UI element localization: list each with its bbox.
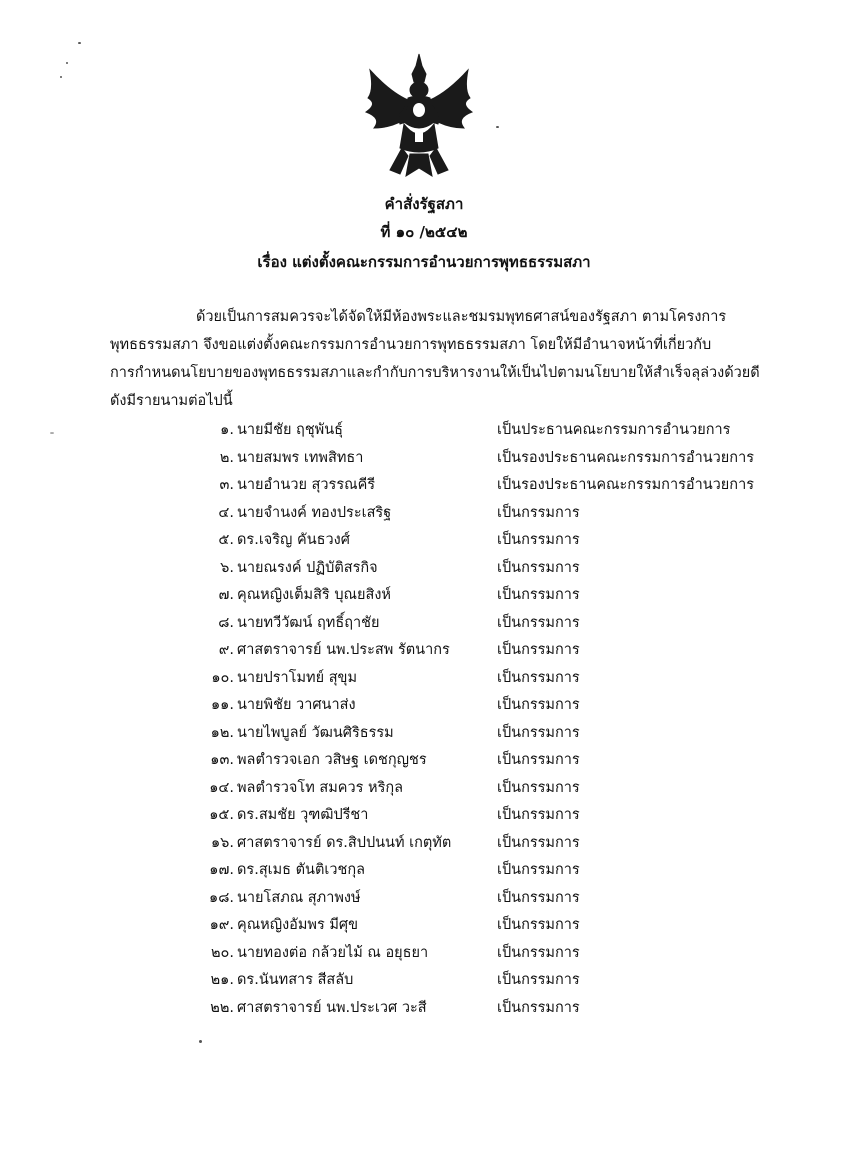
member-name: ศาสตราจารย์ นพ.ประสพ รัตนากร bbox=[237, 642, 450, 658]
scan-speck bbox=[66, 62, 68, 64]
scan-speck bbox=[50, 432, 54, 434]
list-item bbox=[0, 556, 848, 584]
list-item bbox=[0, 638, 848, 666]
body-line-3: การกำหนดนโยบายของพุทธธรรมสภาและกำกับการบริหารงานให้เป็นไปตามนโยบายให้สำเร็จลุล่วงด้วยดี bbox=[110, 365, 760, 381]
member-number: ๒. bbox=[219, 449, 234, 466]
member-role: เป็นกรรมการ bbox=[497, 642, 580, 658]
member-number: ๘. bbox=[218, 614, 234, 631]
member-role: เป็นกรรมการ bbox=[497, 614, 580, 631]
list-item bbox=[0, 446, 848, 474]
scan-speck bbox=[496, 126, 499, 128]
member-role: เป็นกรรมการ bbox=[497, 862, 580, 878]
member-role: เป็นกรรมการ bbox=[497, 834, 580, 851]
member-name: ดร.นันทสาร สีสลับ bbox=[237, 972, 354, 988]
member-role: เป็นรองประธานคณะกรรมการอำนวยการ bbox=[497, 477, 755, 493]
member-name: ดร.สุเมธ ตันติเวชกุล bbox=[237, 862, 365, 878]
list-item bbox=[0, 473, 848, 501]
order-number: ที่ ๑๐ /๒๕๔๒ bbox=[380, 223, 468, 241]
list-item bbox=[0, 858, 848, 886]
member-name: นายมีชัย ฤชุพันธุ์ bbox=[237, 422, 343, 438]
member-role: เป็นกรรมการ bbox=[497, 669, 580, 686]
member-name: คุณหญิงเต็มสิริ บุณยสิงห์ bbox=[237, 587, 391, 603]
scan-speck bbox=[199, 1040, 202, 1043]
member-name: นายทองต่อ กล้วยไม้ ณ อยุธยา bbox=[237, 944, 429, 961]
member-role: เป็นกรรมการ bbox=[497, 944, 580, 961]
list-item bbox=[0, 968, 848, 996]
member-name: พลตำรวจโท สมควร หริกุล bbox=[237, 779, 404, 796]
member-name: นายโสภณ สุภาพงษ์ bbox=[237, 889, 361, 906]
member-name: นายปราโมทย์ สุขุม bbox=[237, 669, 358, 686]
member-number: ๖. bbox=[220, 559, 234, 576]
member-role: เป็นกรรมการ bbox=[497, 917, 580, 933]
member-role: เป็นกรรมการ bbox=[497, 807, 580, 823]
member-number: ๔. bbox=[218, 504, 234, 521]
member-role: เป็นกรรมการ bbox=[497, 532, 580, 548]
member-number: ๑๒. bbox=[210, 724, 234, 741]
member-role: เป็นกรรมการ bbox=[497, 587, 580, 603]
member-name: ศาสตราจารย์ นพ.ประเวศ วะสี bbox=[237, 999, 427, 1016]
member-name: ศาสตราจารย์ ดร.สิปปนนท์ เกตุทัต bbox=[237, 834, 452, 851]
member-role: เป็นกรรมการ bbox=[497, 889, 580, 906]
list-item bbox=[0, 996, 848, 1024]
list-item bbox=[0, 418, 848, 446]
list-item bbox=[0, 501, 848, 529]
member-list bbox=[0, 418, 848, 1023]
member-role: เป็นกรรมการ bbox=[497, 752, 580, 768]
member-number: ๑๐. bbox=[211, 669, 234, 686]
member-number: ๑๕. bbox=[209, 807, 234, 823]
body-line-2: พุทธธรรมสภา จึงขอแต่งตั้งคณะกรรมการอำนวยการพุทธธรรมสภา โดยให้มีอำนาจหน้าที่เกี่ยวกับ bbox=[110, 337, 712, 353]
list-item bbox=[0, 803, 848, 831]
list-item bbox=[0, 721, 848, 749]
scan-speck bbox=[60, 76, 62, 78]
member-name: นายพิชัย วาศนาส่ง bbox=[237, 697, 356, 713]
member-role: เป็นประธานคณะกรรมการอำนวยการ bbox=[497, 422, 731, 438]
member-role: เป็นกรรมการ bbox=[497, 504, 580, 521]
member-number: ๓. bbox=[219, 477, 234, 493]
member-name: นายทวีวัฒน์ ฤทธิ์ฤาชัย bbox=[237, 614, 380, 631]
member-number: ๑๖. bbox=[210, 834, 234, 851]
member-name: พลตำรวจเอก วสิษฐ เดชกุญชร bbox=[237, 752, 427, 768]
member-number: ๕. bbox=[218, 532, 234, 548]
member-number: ๑๔. bbox=[209, 779, 234, 796]
member-number: ๑๗. bbox=[209, 862, 234, 878]
member-number: ๑๘. bbox=[209, 889, 234, 906]
member-role: เป็นกรรมการ bbox=[497, 999, 580, 1016]
list-item bbox=[0, 776, 848, 804]
member-role: เป็นกรรมการ bbox=[497, 724, 580, 741]
list-item bbox=[0, 583, 848, 611]
body-line-4: ดังมีรายนามต่อไปนี้ bbox=[110, 393, 233, 409]
list-item bbox=[0, 611, 848, 639]
member-number: ๒๑. bbox=[210, 972, 234, 988]
member-role: เป็นกรรมการ bbox=[497, 697, 580, 713]
member-name: นายณรงค์ ปฏิบัติสรกิจ bbox=[237, 559, 378, 576]
list-item bbox=[0, 886, 848, 914]
member-number: ๑๓. bbox=[210, 752, 234, 768]
member-number: ๙. bbox=[218, 642, 234, 658]
garuda-emblem-icon bbox=[360, 52, 478, 180]
list-item bbox=[0, 748, 848, 776]
order-title: คำสั่งรัฐสภา bbox=[384, 195, 464, 213]
member-number: ๑๙. bbox=[209, 917, 234, 933]
member-number: ๗. bbox=[218, 587, 234, 603]
member-number: ๒๒. bbox=[210, 999, 234, 1016]
list-item bbox=[0, 666, 848, 694]
list-item bbox=[0, 528, 848, 556]
member-name: ดร.เจริญ คันธวงศ์ bbox=[237, 532, 350, 548]
list-item bbox=[0, 831, 848, 859]
order-subject: เรื่อง แต่งตั้งคณะกรรมการอำนวยการพุทธธรรมสภา bbox=[257, 253, 591, 271]
list-item bbox=[0, 913, 848, 941]
member-name: นายอำนวย สุวรรณคีรี bbox=[237, 477, 376, 493]
member-role: เป็นรองประธานคณะกรรมการอำนวยการ bbox=[497, 449, 755, 466]
member-name: นายไพบูลย์ วัฒนศิริธรรม bbox=[237, 724, 394, 741]
member-name: ดร.สมชัย วุฑฒิปรีชา bbox=[237, 807, 369, 823]
list-item bbox=[0, 941, 848, 969]
member-number: ๑. bbox=[220, 422, 234, 438]
member-number: ๒๐. bbox=[210, 944, 234, 961]
body-line-1: ด้วยเป็นการสมควรจะได้จัดให้มีห้องพระและชมรมพุทธศาสน์ของรัฐสภา ตามโครงการ bbox=[196, 309, 727, 325]
list-item bbox=[0, 693, 848, 721]
member-role: เป็นกรรมการ bbox=[497, 972, 580, 988]
member-role: เป็นกรรมการ bbox=[497, 779, 580, 796]
member-name: คุณหญิงอัมพร มีศุข bbox=[237, 917, 359, 933]
member-name: นายจำนงค์ ทองประเสริฐ bbox=[237, 504, 392, 521]
member-name: นายสมพร เทพสิทธา bbox=[237, 449, 364, 466]
member-number: ๑๑. bbox=[210, 697, 234, 713]
member-role: เป็นกรรมการ bbox=[497, 559, 580, 576]
scan-speck bbox=[78, 42, 81, 44]
